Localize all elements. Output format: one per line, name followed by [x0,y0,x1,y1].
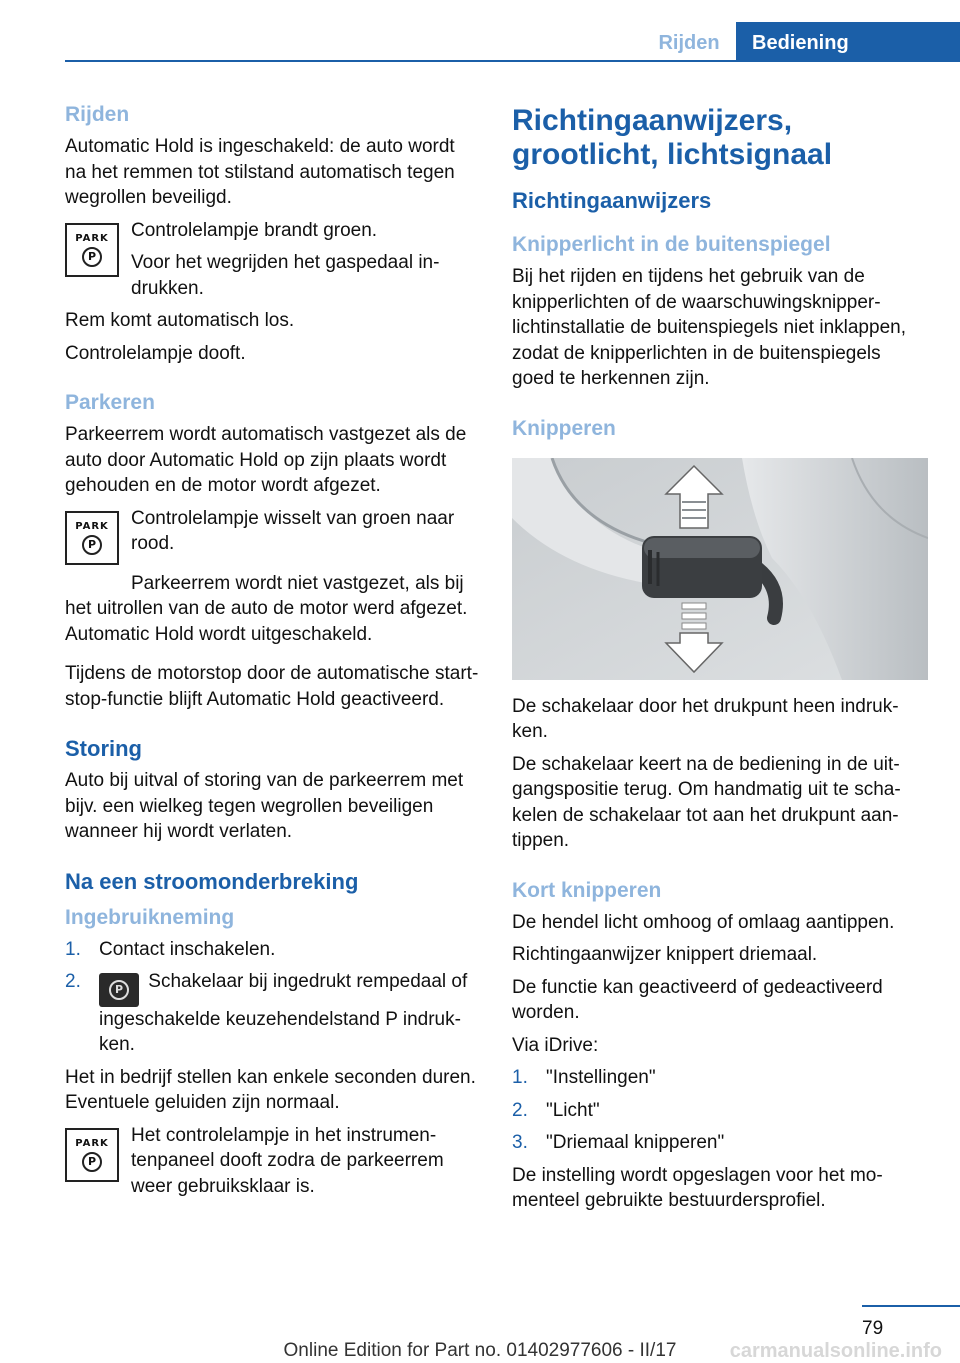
paragraph: Het in bedrijf stellen kan enkele seconden duren. Eventuele geluiden zijn normaal. [65,1066,476,1114]
header-rule [65,60,960,62]
watermark: carmanualsonline.info [729,1340,942,1362]
right-column [512,100,928,1221]
step-number: 2. [512,1099,528,1121]
heading-parkeren: Parkeren [65,391,155,414]
heading-kort-knipperen: Kort knipperen [512,878,662,902]
list-item [512,1065,928,1091]
paragraph: De schakelaar keert na de bediening in de uitgangspositie terug. Om handmatig uit te schakelen de schakelaar tot aan het drukpunt aantippen. [512,753,901,851]
paragraph: Richtingaanwijzer knippert driemaal. [512,944,818,965]
step-text: "Licht" [546,1099,600,1121]
left-column [65,100,480,1206]
paragraph: Bij het rijden en tijdens het gebruik van de knipperlichten of de waarschuwingsknipperlichtinstallatie de buitenspiegels niet inklappen, zodat de knipperlichten in de buitenspiegels goed te herkennen zijn. [512,266,906,389]
paragraph: Het controlelampje in het instrumentenpaneel dooft zodra de parkeerrem weer gebruiksklaar is. [131,1124,444,1197]
paragraph: Tijdens de motorstop door de automatische start-stop-functie blijft Automatic Hold geactiveerd. [65,663,479,710]
step-number: 2. [65,971,81,992]
paragraph: De schakelaar door het drukpunt heen indrukken. [512,695,899,742]
park-indicator-icon [65,223,119,277]
paragraph: De instelling wordt opgeslagen voor het momenteel gebruikte bestuurdersprofiel. [512,1164,883,1211]
p-symbol: P [82,247,102,267]
list-item [65,937,480,963]
turn-signal-lever-illustration [512,458,928,680]
step-text: "Instellingen" [546,1067,656,1088]
paragraph: Rem komt automatisch los. [65,310,295,331]
step-number: 1. [512,1067,528,1088]
heading-knipperlicht: Knipperlicht in de buitenspiegel [512,233,831,256]
p-symbol: P [109,980,129,1000]
header-tab-bediening: Bediening [736,22,960,62]
list-item [65,969,480,1058]
paragraph: Parkeerrem wordt automatisch vastgezet als de auto door Automatic Hold op zijn plaats wordt gehouden en de motor wordt afgezet. [65,424,467,496]
indicator-note [65,218,480,302]
header-tab-rijden: Rijden [658,32,720,54]
lever-illustration-svg [512,458,928,680]
idrive-steps-list [512,1065,928,1156]
paragraph: De functie kan geactiveerd of gedeactiveerd worden. [512,976,883,1023]
heading-knipperen: Knipperen [512,416,616,440]
park-label: PARK [75,520,109,532]
p-symbol: P [82,535,102,555]
p-symbol: P [82,1152,102,1172]
park-label: PARK [75,232,109,244]
heading-storing: Storing [65,736,142,761]
steps-list [65,937,480,1058]
step-number: 1. [65,938,81,960]
heading-main: Richtingaanwijzers, grootlicht, lichtsignaal [512,104,833,171]
heading-ingebruikneming: Ingebruikneming [65,905,235,929]
paragraph: Controlelampje brandt groen. [131,219,378,241]
heading-stroomonderbreking: Na een stroomonderbreking [65,868,359,894]
paragraph: Controlelampje dooft. [65,342,246,364]
list-item [512,1130,928,1156]
paragraph: Auto bij uitval of storing van de parkeerrem met bijv. een wielkeg tegen wegrollen beveiligen wanneer hij wordt verlaten. [65,770,464,842]
paragraph: Automatic Hold is ingeschakeld: de auto wordt na het remmen tot stilstand automatisch tegen wegrollen beveiligd. [65,136,455,208]
heading-rijden: Rijden [65,103,130,126]
parking-brake-button-icon [99,973,139,1007]
step-text: Schakelaar bij ingedrukt rempedaal of ingeschakelde keuzehendelstand P indrukken. [99,971,468,1056]
heading-richtingaanwijzers: Richtingaanwijzers [512,188,712,213]
paragraph: Controlelampje wisselt van groen naar rood. [131,507,455,554]
paragraph: Voor het wegrijden het gaspedaal indrukken. [131,252,440,299]
park-indicator-icon [65,1128,119,1182]
paragraph: Via iDrive: [512,1034,599,1056]
page-number: 79 [862,1318,884,1339]
footer-rule [862,1305,960,1307]
list-item [512,1098,928,1124]
paragraph: De hendel licht omhoog of omlaag aantippen. [512,911,895,933]
edition-note: Online Edition for Part no. 01402977606 - II/17 [283,1340,677,1361]
park-indicator-icon [65,511,119,565]
indicator-note [65,506,480,564]
park-label: PARK [75,1137,109,1149]
step-text: "Driemaal knipperen" [546,1132,725,1153]
paragraph: Parkeerrem wordt niet vastgezet, als bij het uitrollen van de auto de motor werd afgezet. Automatic Hold wordt uitgeschakeld. [65,572,468,645]
step-number: 3. [512,1132,528,1153]
step-text: Contact inschakelen. [99,938,276,960]
indicator-note [65,1123,480,1200]
